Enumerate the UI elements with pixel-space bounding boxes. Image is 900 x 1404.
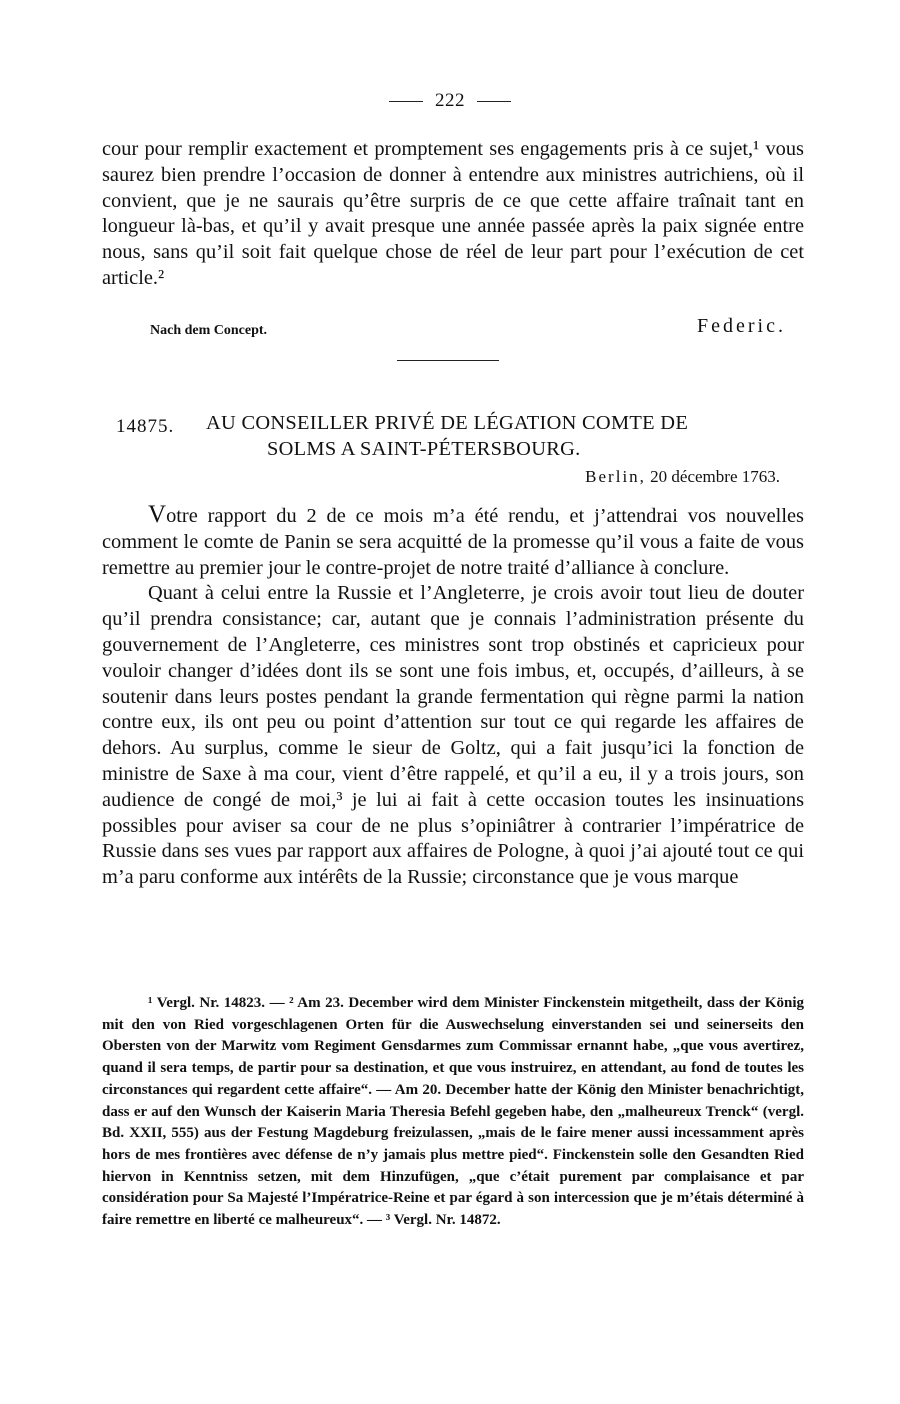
dateline-date: 20 décembre 1763. — [650, 467, 780, 486]
footnotes-text: ¹ Vergl. Nr. 14823. — ² Am 23. December wird dem Minister Finckenstein mitgetheilt, dass der König mit den von Ried vorgeschlagenen Orten für die Auswechselung einverstanden sei und seinerseits den Obersten von der Marwitz vom Regiment Gensdarmes zum Commissar ernannt habe, „que vous avertirez, quand il sera temps, de partir pour sa destination, et que vous instruirez, en attendant, au fond de toutes les circonstances qui regardent cette affaire“. — Am 20. December hatte der König den Minister benachrichtigt, dass er auf den Wunsch der Kaiserin Maria Theresia Befehl gegeben habe, den „malheureux Trenck“ (vergl. Bd. XXII, 555) aus der Festung Magdeburg freizulassen, „mais de le faire mener aussi incessamment après hors de mes frontières avec défense de n’y jamais plus mettre pied“. Finckenstein solle den Gesandten Ried hiervon in Kenntniss setzen, mit dem Hinzufügen, „que c’était purement par complaisance et par considération pour Sa Majesté l’Impératrice-Reine et par égard à son intercession que je m’étais déterminé à faire remettre en liberté ce malheureux“. — ³ Vergl. Nr. 14872. — [102, 995, 804, 1229]
letter-paragraph-1: Votre rapport du 2 de ce mois m’a été rendu, et j’attendrai vos nouvelles comment le comte de Panin se sera acquitté de la promesse qu’il vous a faite de vous remettre au premier jour le contre-projet de notre traité d’alliance à conclure. — [102, 501, 804, 579]
letter-number: 14875. — [116, 416, 175, 437]
signature-row — [102, 313, 804, 343]
page-number: 222 — [435, 90, 465, 111]
page-number-dash-left — [389, 101, 423, 102]
continuation-paragraph — [102, 137, 804, 292]
source-note: Nach dem Concept. — [150, 323, 268, 338]
letter-paragraph-2: Quant à celui entre la Russie et l’Angleterre, je crois avoir tout lieu de douter qu’il prendra consistance; car, autant que je connais l’administration présente du gouvernement de l’Angleterre, ces ministres sont trop obstinés et capricieux pour vouloir changer d’idées dont ils se sont une fois imbus, et, occupés, d’ailleurs, à se soutenir dans leurs postes pendant la grande fermentation qui règne parmi la nation contre eux, ils ont peu ou point d’attention sur tout ce qui regarde les affaires de dehors. Au surplus, comme le sieur de Goltz, qui a fait jusqu’ici la fonction de ministre de Saxe à ma cour, vient d’être rappelé, et qu’il a eu, il y a trois jours, son audience de congé de moi,³ je lui ai fait à cette occasion toutes les insinuations possibles pour aviser sa cour de ne plus s’opiniâtrer à contrarier l’impératrice de Russie dans ses vues par rapport aux affaires de Pologne, à quoi j’ai ajouté tout ce qui m’a paru conforme aux intérêts de la Russie; circonstance que je vous marque — [102, 582, 804, 889]
dateline — [585, 467, 780, 487]
continuation-text: cour pour remplir exactement et promptement ses engagements pris à ce sujet,¹ vous saurez bien prendre l’occasion de donner à entendre aux ministres autrichiens, où il convient, que je ne saurais qu’être surpris de ce que cette affaire traînait tant en longueur là-bas, et qu’il y avait presque une année passée après la paix signée entre nous, sans qu’il soit fait quelque chose de réel de leur part pour l’exécution de cet article.² — [102, 138, 804, 289]
letter-heading-line1: AU CONSEILLER PRIVÉ DE LÉGATION COMTE DE — [206, 412, 689, 434]
signature-name: Federic. — [697, 315, 786, 337]
letter-body — [102, 502, 804, 891]
section-separator — [397, 360, 499, 361]
page-number-line — [0, 90, 900, 112]
footnotes — [102, 993, 804, 1232]
letter-heading-line2: SOLMS A SAINT-PÉTERSBOURG. — [267, 438, 581, 460]
dateline-place: Berlin, — [585, 467, 646, 486]
page-number-dash-right — [477, 101, 511, 102]
